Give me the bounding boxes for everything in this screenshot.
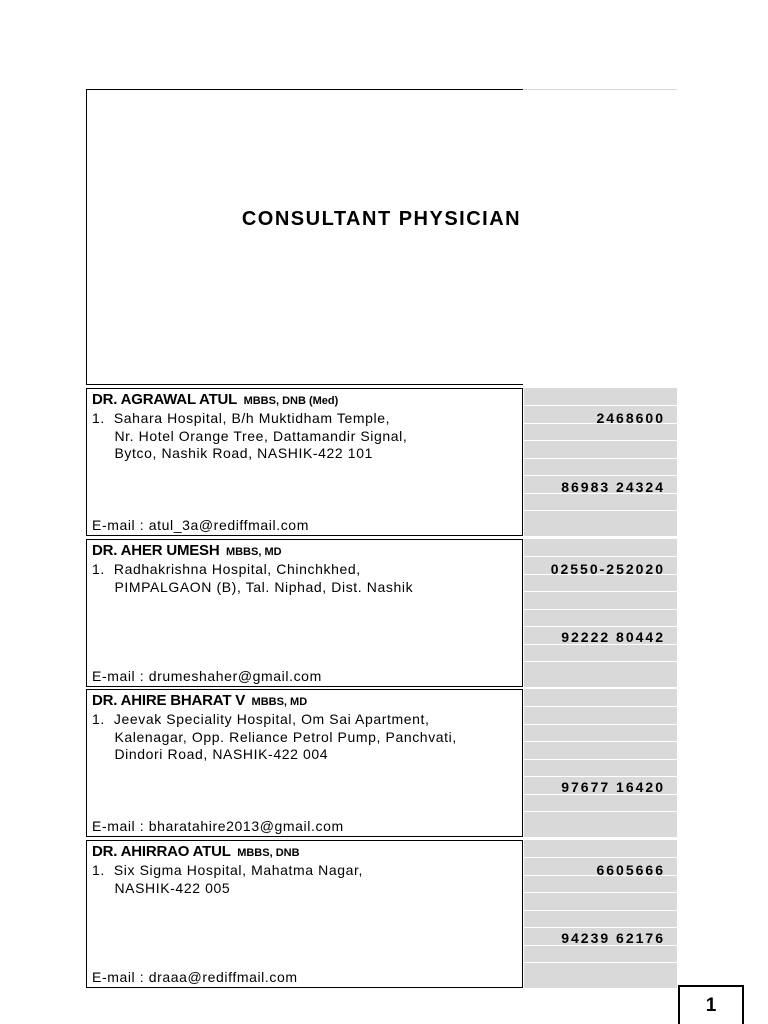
doctor-email[interactable]: E-mail : draaa@rediffmail.com xyxy=(92,969,298,985)
doctor-entry xyxy=(86,388,523,536)
phone-column xyxy=(524,539,677,687)
mobile-number[interactable]: 92222 80442 xyxy=(561,629,665,645)
doctor-name: DR. AHIRE BHARAT V xyxy=(92,692,246,709)
row-divider xyxy=(524,556,677,557)
doctor-name-line xyxy=(92,691,522,712)
doctor-address: 1. Radhakrishna Hospital, Chinchkhed, PIMPALGAON (B), Tal. Niphad, Dist. Nashik xyxy=(92,561,414,595)
doctor-qualifications: MBBS, MD xyxy=(225,546,282,558)
page-number: 1 xyxy=(678,985,744,1024)
phone-number[interactable]: 02550-252020 xyxy=(550,561,665,577)
doctor-name: DR. AHIRRAO ATUL xyxy=(92,843,231,860)
row-divider xyxy=(524,405,677,406)
row-divider xyxy=(524,741,677,742)
row-divider xyxy=(524,458,677,459)
doctor-name: DR. AGRAWAL ATUL xyxy=(92,391,238,408)
doctor-qualifications: MBBS, MD xyxy=(251,696,308,708)
doctor-entry xyxy=(86,689,523,837)
title-box-right-area xyxy=(523,89,677,385)
title-box xyxy=(86,89,523,385)
row-divider xyxy=(524,892,677,893)
row-divider xyxy=(524,510,677,511)
row-divider xyxy=(524,910,677,911)
doctor-address: 1. Six Sigma Hospital, Mahatma Nagar, NASHIK-422 005 xyxy=(92,862,364,896)
doctor-email[interactable]: E-mail : atul_3a@rediffmail.com xyxy=(92,517,309,533)
doctor-name-line xyxy=(92,541,522,562)
doctor-name-line xyxy=(92,390,522,411)
phone-column xyxy=(524,388,677,536)
doctor-email[interactable]: E-mail : drumeshaher@gmail.com xyxy=(92,668,322,684)
row-divider xyxy=(524,811,677,812)
row-divider xyxy=(524,591,677,592)
row-divider xyxy=(524,857,677,858)
page-title: CONSULTANT PHYSICIAN xyxy=(241,208,522,230)
doctor-address: 1. Sahara Hospital, B/h Muktidham Temple, Nr. Hotel Orange Tree, Dattamandir Signal, Bytco, Nashik Road, NASHIK-422 101 xyxy=(92,410,408,461)
doctor-entry xyxy=(86,539,523,687)
mobile-number[interactable]: 86983 24324 xyxy=(561,479,665,495)
row-divider xyxy=(524,661,677,662)
phone-column xyxy=(524,689,677,837)
row-divider xyxy=(524,724,677,725)
doctor-address: 1. Jeevak Speciality Hospital, Om Sai Apartment, Kalenagar, Opp. Reliance Petrol Pump, Panchvati, Dindori Road, NASHIK-422 004 xyxy=(92,711,457,762)
row-divider xyxy=(524,440,677,441)
row-divider xyxy=(524,626,677,627)
mobile-number[interactable]: 94239 62176 xyxy=(561,930,665,946)
doctor-email[interactable]: E-mail : bharatahire2013@gmail.com xyxy=(92,818,344,834)
phone-number[interactable]: 6605666 xyxy=(596,862,665,878)
row-divider xyxy=(524,609,677,610)
doctor-name-line xyxy=(92,842,522,863)
doctor-name: DR. AHER UMESH xyxy=(92,542,220,559)
row-divider xyxy=(524,475,677,476)
row-divider xyxy=(524,776,677,777)
phone-number[interactable]: 2468600 xyxy=(596,410,665,426)
row-divider xyxy=(524,759,677,760)
phone-column xyxy=(524,840,677,988)
row-divider xyxy=(524,962,677,963)
doctor-qualifications: MBBS, DNB (Med) xyxy=(243,395,339,407)
doctor-entry xyxy=(86,840,523,988)
doctor-qualifications: MBBS, DNB xyxy=(237,847,300,859)
row-divider xyxy=(524,706,677,707)
row-divider xyxy=(524,927,677,928)
mobile-number[interactable]: 97677 16420 xyxy=(561,779,665,795)
